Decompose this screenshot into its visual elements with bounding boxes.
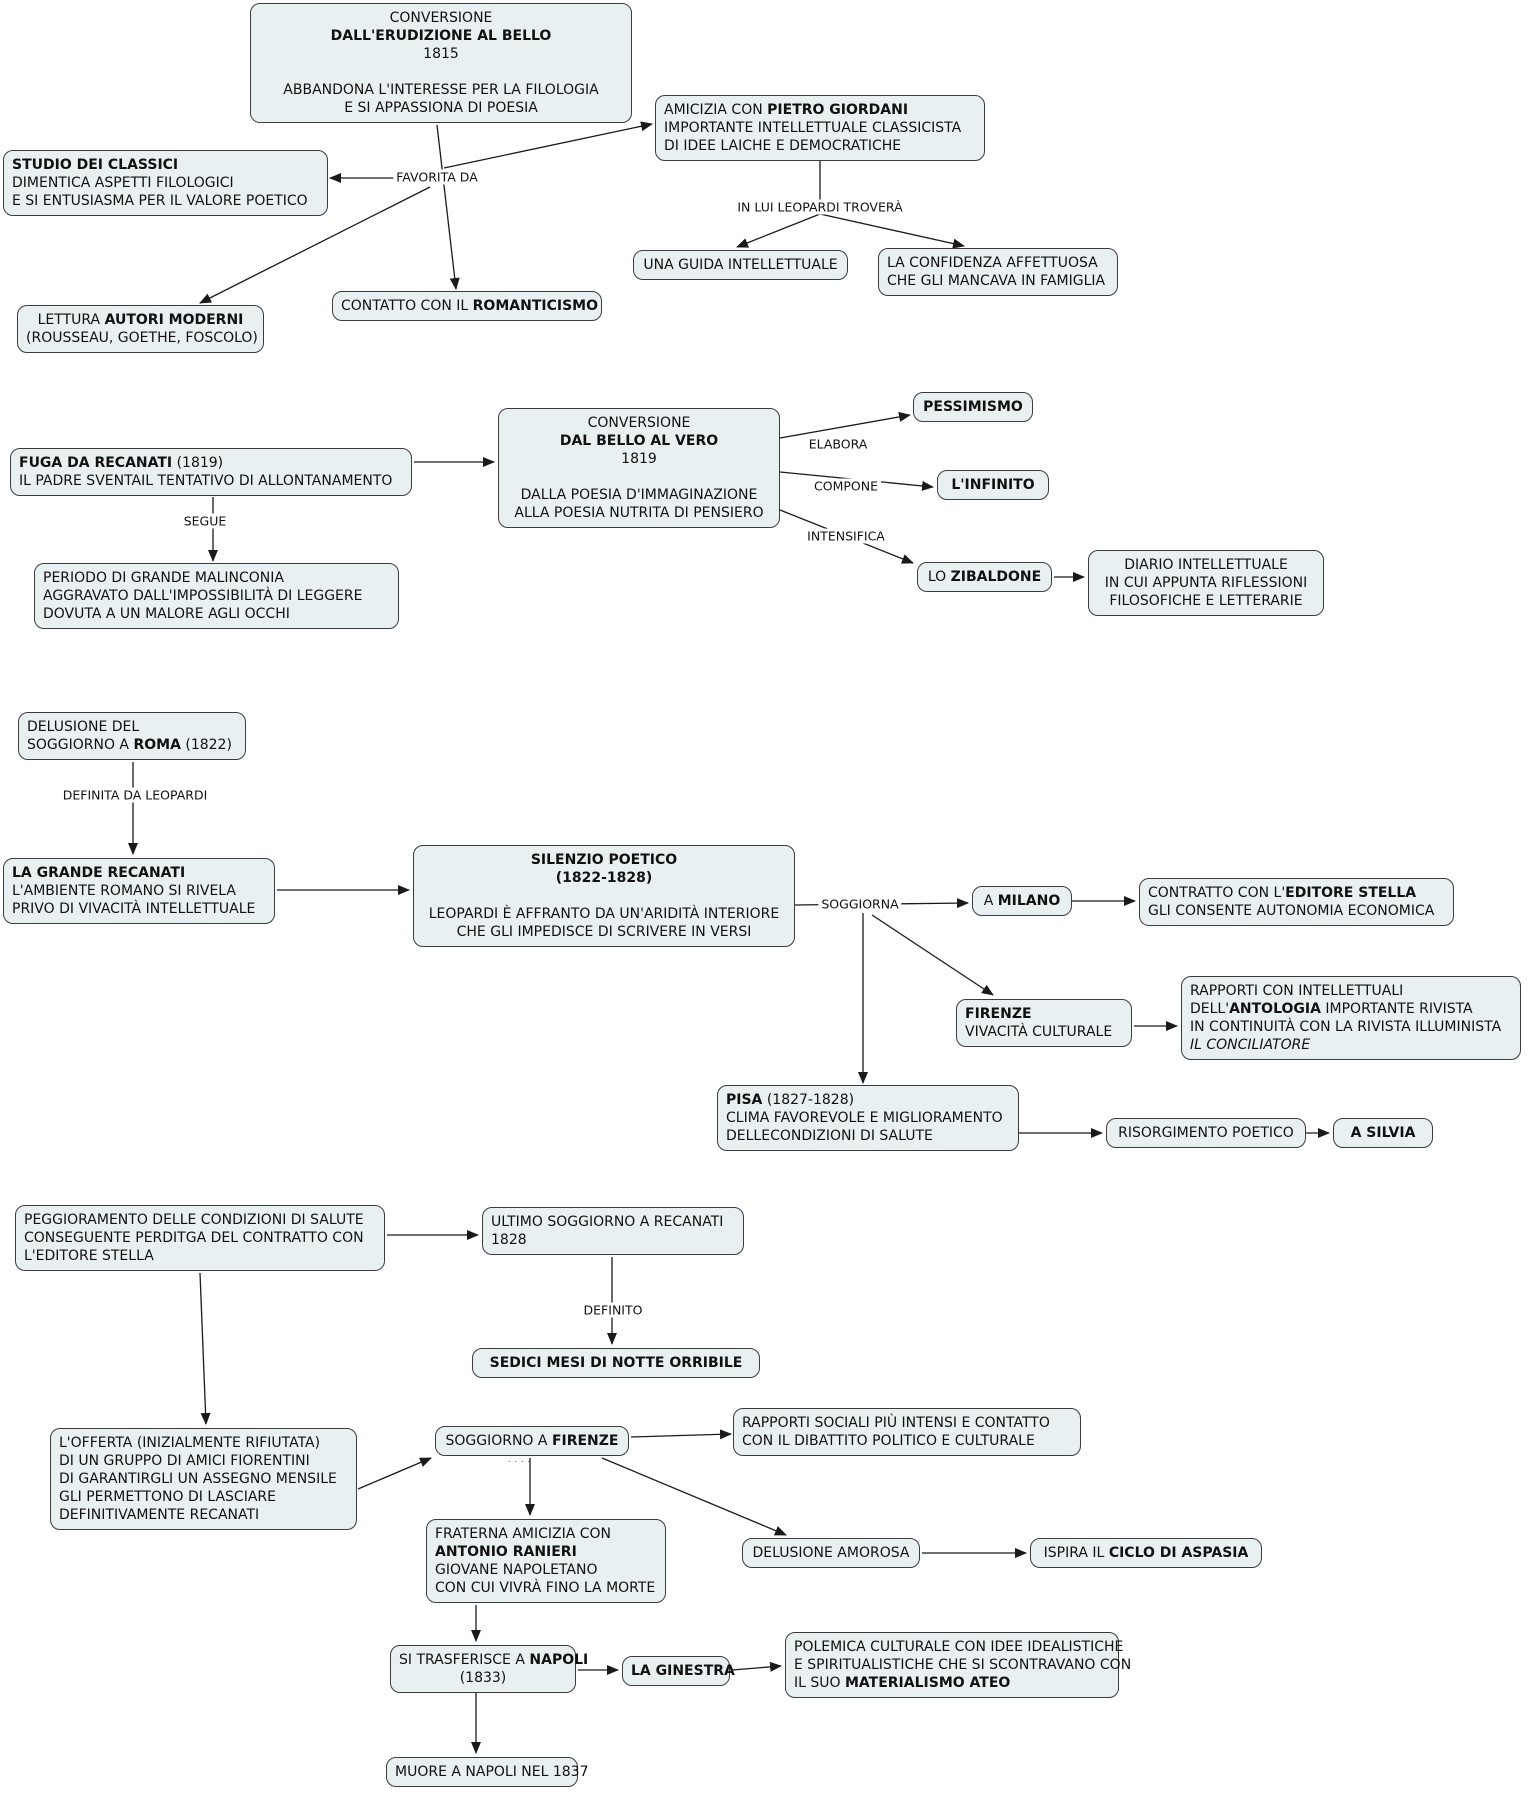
node-text-line: CON CUI VIVRÀ FINO LA MORTE [435, 1580, 656, 1596]
node-zibaldone [917, 562, 1052, 592]
node-text-line: CLIMA FAVOREVOLE E MIGLIORAMENTO [726, 1110, 1003, 1126]
node-text-line: UNA GUIDA INTELLETTUALE [643, 257, 838, 273]
node-text-line: CONTATTO CON IL ROMANTICISMO [341, 298, 598, 314]
node-text-line: SILENZIO POETICO [530, 852, 678, 868]
node-text-line: LA GRANDE RECANATI [12, 865, 186, 881]
node-rapporti-antologia [1181, 976, 1521, 1060]
node-trasferimento-napoli [390, 1645, 589, 1693]
edge-label-soggiorna: SOGGIORNA [818, 897, 901, 912]
node-text-line: DIARIO INTELLETTUALE [1124, 557, 1288, 573]
node-text-line: ANTONIO RANIERI [435, 1544, 577, 1560]
node-peggioramento-salute [15, 1205, 385, 1271]
node-text-line: IN CONTINUITÀ CON LA RIVISTA ILLUMINISTA [1190, 1019, 1502, 1035]
node-text-line: DELUSIONE DEL [27, 719, 140, 735]
node-ciclo-aspasia [1030, 1538, 1262, 1568]
node-guida-intellettuale [633, 250, 848, 280]
node-text-line: LETTURA AUTORI MODERNI [37, 312, 244, 328]
node-text-line: GIOVANE NAPOLETANO [435, 1562, 598, 1578]
node-text-line: STUDIO DEI CLASSICI [12, 157, 179, 173]
node-confidenza-affettuosa [878, 248, 1118, 296]
node-text-line: AGGRAVATO DALL'IMPOSSIBILITÀ DI LEGGERE [43, 588, 363, 604]
node-polemica-culturale [785, 1632, 1132, 1698]
node-firenze-vivacita [956, 999, 1132, 1047]
node-lettura-autori-moderni [17, 305, 264, 353]
node-text-line: VIVACITÀ CULTURALE [965, 1024, 1113, 1040]
node-text-line: DALLA POESIA D'IMMAGINAZIONE [520, 487, 758, 503]
edge-label-favorita-da: FAVORITA DA [393, 170, 480, 185]
edge-label-firenze-dots: ···· [507, 1457, 535, 1467]
node-text-line: A MILANO [983, 893, 1061, 909]
node-sedici-mesi [472, 1348, 760, 1378]
node-text-line: MUORE A NAPOLI NEL 1837 [395, 1764, 589, 1780]
node-text-line: IN CUI APPUNTA RIFLESSIONI [1104, 575, 1308, 591]
node-text-line: SEDICI MESI DI NOTTE ORRIBILE [489, 1355, 743, 1371]
node-text-line: PEGGIORAMENTO DELLE CONDIZIONI DI SALUTE [24, 1212, 364, 1228]
node-diario-intellettuale [1088, 550, 1324, 616]
node-text-line: CHE GLI IMPEDISCE DI SCRIVERE IN VERSI [456, 924, 752, 940]
node-amicizia-ranieri [426, 1519, 666, 1603]
node-studio-classici [3, 150, 328, 216]
node-text-line: CONVERSIONE [389, 10, 493, 26]
node-text-line: GLI CONSENTE AUTONOMIA ECONOMICA [1148, 903, 1435, 919]
node-text-line: PRIVO DI VIVACITÀ INTELLETTUALE [12, 901, 256, 917]
node-rapporti-sociali [733, 1408, 1081, 1456]
node-text-line: (1822-1828) [555, 870, 653, 886]
node-delusione-amorosa [742, 1538, 920, 1568]
node-text-line: (1833) [459, 1670, 507, 1686]
node-text-line: A SILVIA [1350, 1125, 1416, 1141]
node-text-line: DIMENTICA ASPETTI FILOLOGICI [12, 175, 234, 191]
node-offerta-amici [50, 1428, 357, 1530]
node-text-line: AMICIZIA CON PIETRO GIORDANI [664, 102, 909, 118]
node-ultimo-soggiorno-recanati [482, 1207, 744, 1255]
node-text-line: CONSEGUENTE PERDITGA DEL CONTRATTO CON [24, 1230, 364, 1246]
edge-label-definita-da-leopardi: DEFINITA DA LEOPARDI [60, 788, 211, 803]
node-text-line: (ROUSSEAU, GOETHE, FOSCOLO) [26, 330, 258, 346]
node-text-line: 1815 [423, 46, 459, 62]
node-silenzio-poetico [413, 845, 795, 947]
node-soggiorno-firenze [435, 1426, 629, 1456]
node-text-line: FUGA DA RECANATI (1819) [19, 455, 224, 471]
node-text-line: CON IL DIBATTITO POLITICO E CULTURALE [742, 1433, 1035, 1449]
node-text-line: DELUSIONE AMOROSA [752, 1545, 910, 1561]
node-text-line: L'INFINITO [951, 477, 1035, 493]
node-text-line: DELL'ANTOLOGIA IMPORTANTE RIVISTA [1190, 1001, 1473, 1017]
node-text-line: FILOSOFICHE E LETTERARIE [1109, 593, 1303, 609]
node-text-line: FRATERNA AMICIZIA CON [435, 1526, 612, 1542]
node-risorgimento-poetico [1106, 1118, 1306, 1148]
node-text-line: DOVUTA A UN MALORE AGLI OCCHI [43, 606, 290, 622]
node-text-line: DELLECONDIZIONI DI SALUTE [726, 1128, 933, 1144]
node-text-line: RAPPORTI CON INTELLETTUALI [1190, 983, 1404, 999]
node-text-line: E SI APPASSIONA DI POESIA [344, 100, 538, 116]
node-text-line: CONTRATTO CON L'EDITORE STELLA [1148, 885, 1417, 901]
node-text-line: IL SUO MATERIALISMO ATEO [794, 1675, 1011, 1691]
edge-label-segue: SEGUE [181, 514, 230, 529]
node-text-line: 1819 [621, 451, 657, 467]
node-text-line: SI TRASFERISCE A NAPOLI [399, 1652, 589, 1668]
node-text-line: ABBANDONA L'INTERESSE PER LA FILOLOGIA [283, 82, 599, 98]
node-contatto-romanticismo [332, 291, 602, 321]
node-text-line: ULTIMO SOGGIORNO A RECANATI [491, 1214, 724, 1230]
node-text-line: RAPPORTI SOCIALI PIÙ INTENSI E CONTATTO [742, 1415, 1050, 1431]
node-pessimismo [913, 392, 1033, 422]
node-text-line: DALL'ERUDIZIONE AL BELLO [330, 28, 552, 44]
node-conversione-bello-vero [498, 408, 780, 528]
edge-label-elabora: ELABORA [806, 437, 871, 452]
node-text-line: CHE GLI MANCAVA IN FAMIGLIA [887, 273, 1106, 289]
node-grande-recanati [3, 858, 275, 924]
node-text-line: DI UN GRUPPO DI AMICI FIORENTINI [59, 1453, 310, 1469]
node-text-line [259, 63, 623, 81]
node-a-silvia [1333, 1118, 1433, 1148]
node-text-line: POLEMICA CULTURALE CON IDEE IDEALISTICHE [794, 1639, 1124, 1655]
node-text-line: 1828 [491, 1232, 527, 1248]
node-delusione-roma [18, 712, 246, 760]
node-text-line: E SPIRITUALISTICHE CHE SI SCONTRAVANO CON [794, 1657, 1132, 1673]
node-pisa [717, 1085, 1019, 1151]
node-morte-napoli [386, 1757, 589, 1787]
node-text-line: L'OFFERTA (INIZIALMENTE RIFIUTATA) [59, 1435, 321, 1451]
node-text-line: DEFINITIVAMENTE RECANATI [59, 1507, 260, 1523]
node-conversione-erudizione [250, 3, 632, 123]
edge-label-definito: DEFINITO [581, 1303, 646, 1318]
edge-label-intensifica: INTENSIFICA [804, 529, 888, 544]
node-text-line: DI GARANTIRGLI UN ASSEGNO MENSILE [59, 1471, 337, 1487]
node-text-line: PISA (1827-1828) [726, 1092, 855, 1108]
node-text-line: GLI PERMETTONO DI LASCIARE [59, 1489, 276, 1505]
node-text-line: IL PADRE SVENTAIL TENTATIVO DI ALLONTANAMENTO [19, 473, 393, 489]
node-text-line: CONVERSIONE [587, 415, 691, 431]
node-la-ginestra [622, 1656, 735, 1686]
node-text-line: PERIODO DI GRANDE MALINCONIA [43, 570, 284, 586]
node-text-line: ISPIRA IL CICLO DI ASPASIA [1043, 1545, 1249, 1561]
node-text-line: ALLA POESIA NUTRITA DI PENSIERO [514, 505, 764, 521]
node-text-line: DI IDEE LAICHE E DEMOCRATICHE [664, 138, 902, 154]
node-text-line: IL CONCILIATORE [1190, 1037, 1311, 1053]
node-text-line: LO ZIBALDONE [927, 569, 1042, 585]
node-text-line: DAL BELLO AL VERO [559, 433, 719, 449]
node-text-line: LA GINESTRA [631, 1663, 735, 1679]
node-amicizia-giordani [655, 95, 985, 161]
node-periodo-malinconia [34, 563, 399, 629]
node-infinito [937, 470, 1049, 500]
node-text-line [422, 887, 786, 905]
node-text-line: SOGGIORNO A FIRENZE [445, 1433, 619, 1449]
node-text-line [507, 468, 771, 486]
node-text-line: PESSIMISMO [923, 399, 1023, 415]
node-text-line: SOGGIORNO A ROMA (1822) [27, 737, 232, 753]
node-text-line: E SI ENTUSIASMA PER IL VALORE POETICO [12, 193, 308, 209]
edge-label-in-lui-leopardi-trovera: IN LUI LEOPARDI TROVERÀ [734, 200, 905, 215]
node-text-line: LEOPARDI È AFFRANTO DA UN'ARIDITÀ INTERIORE [428, 906, 780, 922]
node-text-line: L'AMBIENTE ROMANO SI RIVELA [12, 883, 236, 899]
node-text-line: L'EDITORE STELLA [24, 1248, 154, 1264]
node-text-line: FIRENZE [965, 1006, 1032, 1022]
node-text-line: IMPORTANTE INTELLETTUALE CLASSICISTA [664, 120, 962, 136]
node-text-line: LA CONFIDENZA AFFETTUOSA [887, 255, 1098, 271]
node-fuga-recanati [10, 448, 412, 496]
node-a-milano [972, 886, 1072, 916]
edge-label-compone: COMPONE [811, 479, 881, 494]
node-text-line: RISORGIMENTO POETICO [1118, 1125, 1294, 1141]
node-contratto-stella [1139, 878, 1454, 926]
